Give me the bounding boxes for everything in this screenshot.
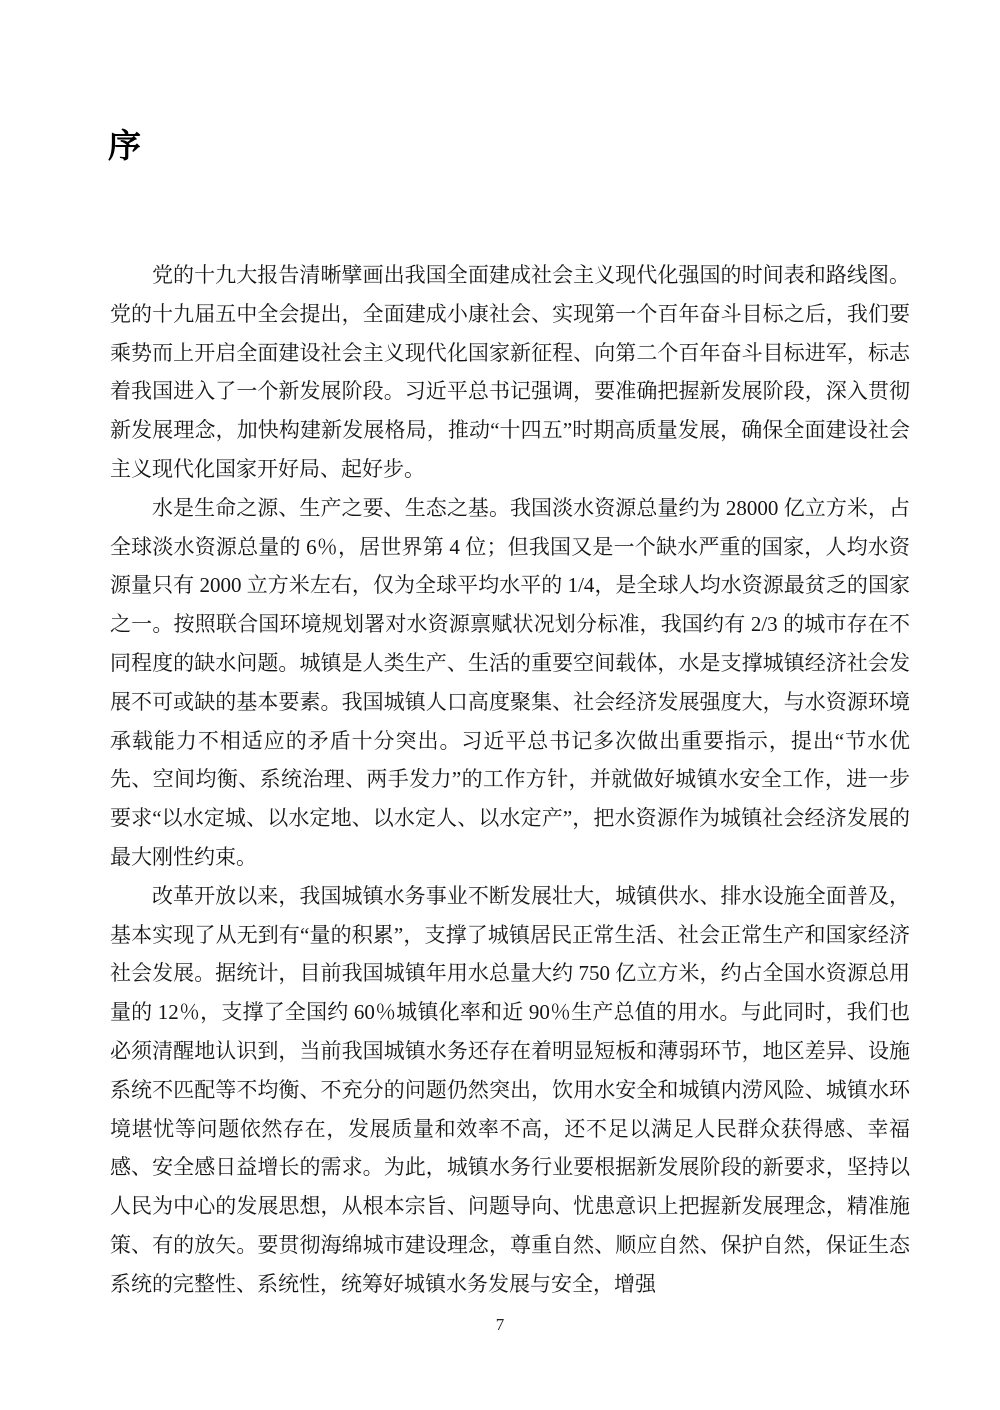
paragraph-3: 改革开放以来，我国城镇水务事业不断发展壮大，城镇供水、排水设施全面普及，基本实现了从无到有“量的积累”，支撑了城镇居民正常生活、社会正常生产和国家经济社会发展。据统计，目前我国城镇年用水总量大约 750 亿立方米，约占全国水资源总用量的 12％，支撑了全国约 60％城镇化率和近 90％生产总值的用水。与此同时，我们也必须清醒地认识到，当前我国城镇水务还存在着明显短板和薄弱环节，地区差异、设施系统不匹配等不均衡、不充分的问题仍然突出，饮用水安全和城镇内涝风险、城镇水环境堪忧等问题依然存在，发展质量和效率不高，还不足以满足人民群众获得感、幸福感、安全感日益增长的需求。为此，城镇水务行业要根据新发展阶段的新要求，坚持以人民为中心的发展思想，从根本宗旨、问题导向、忧患意识上把握新发展理念，精准施策、有的放矢。要贯彻海绵城市建设理念，尊重自然、顺应自然、保护自然，保证生态系统的完整性、系统性，统筹好城镇水务发展与安全，增强 [110, 883, 910, 1296]
page-number: 7 [495, 1315, 505, 1334]
paragraph-2: 水是生命之源、生产之要、生态之基。我国淡水资源总量约为 28000 亿立方米，占全球淡水资源总量的 6％，居世界第 4 位；但我国又是一个缺水严重的国家，人均水资源量只有 2000 立方米左右，仅为全球平均水平的 1/4，是全球人均水资源最贫乏的国家之一。按照联合国环境规划署对水资源禀赋状况划分标准，我国约有 2/3 的城市存在不同程度的缺水问题。城镇是人类生产、生活的重要空间载体，水是支撑城镇经济社会发展不可或缺的基本要素。我国城镇人口高度聚集、社会经济发展强度大，与水资源环境承载能力不相适应的矛盾十分突出。习近平总书记多次做出重要指示，提出“节水优先、空间均衡、系统治理、两手发力”的工作方针，并就做好城镇水安全工作，进一步要求“以水定城、以水定地、以水定人、以水定产”，把水资源作为城镇社会经济发展的最大刚性约束。 [110, 495, 910, 869]
paragraph-1: 党的十九大报告清晰擘画出我国全面建成社会主义现代化强国的时间表和路线图。党的十九届五中全会提出，全面建成小康社会、实现第一个百年奋斗目标之后，我们要乘势而上开启全面建设社会主义现代化国家新征程、向第二个百年奋斗目标进军，标志着我国进入了一个新发展阶段。习近平总书记强调，要准确把握新发展阶段，深入贯彻新发展理念，加快构建新发展格局，推动“十四五”时期高质量发展，确保全面建设社会主义现代化国家开好局、起好步。 [110, 263, 910, 481]
document-body [110, 256, 910, 1304]
page-title: 序 [108, 129, 143, 165]
